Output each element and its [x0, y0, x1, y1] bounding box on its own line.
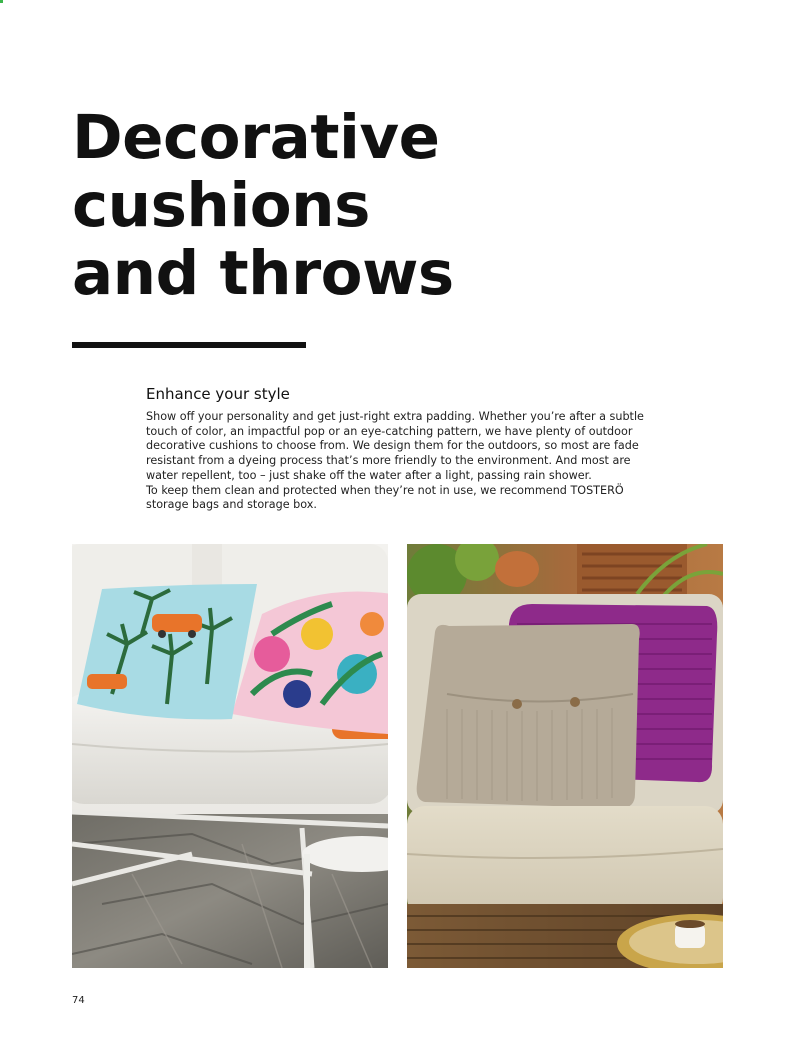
intro-line-2: touch of color, an impactful pop or an eye-catching pattern, we have plenty of outdoor	[146, 424, 633, 438]
intro-subheading: Enhance your style	[146, 385, 290, 403]
intro-line-7: storage bags and storage box.	[146, 498, 317, 512]
title-line-3: and throws	[72, 238, 454, 309]
title-line-2: cushions	[72, 170, 370, 241]
corner-mark	[0, 0, 3, 3]
photo-beige-sofa-purple-cushion	[407, 544, 723, 968]
intro-line-3: decorative cushions to choose from. We design them for the outdoors, so most are fade	[146, 439, 639, 453]
intro-line-6: To keep them clean and protected when they’re not in use, we recommend TOSTERÖ	[146, 483, 624, 497]
page-number: 74	[72, 995, 85, 1006]
page-title	[72, 104, 454, 308]
intro-body	[146, 410, 706, 513]
title-line-1: Decorative	[72, 102, 440, 173]
photo-white-sofa-tropical-cushions	[72, 544, 388, 968]
title-underline-rule	[72, 342, 306, 348]
intro-line-1: Show off your personality and get just-right extra padding. Whether you’re after a subtle	[146, 410, 644, 423]
intro-line-4: resistant from a dyeing process that’s more friendly to the environment. And most are	[146, 454, 631, 468]
intro-line-5: water repellent, too – just shake off the water after a light, passing rain shower.	[146, 468, 592, 482]
